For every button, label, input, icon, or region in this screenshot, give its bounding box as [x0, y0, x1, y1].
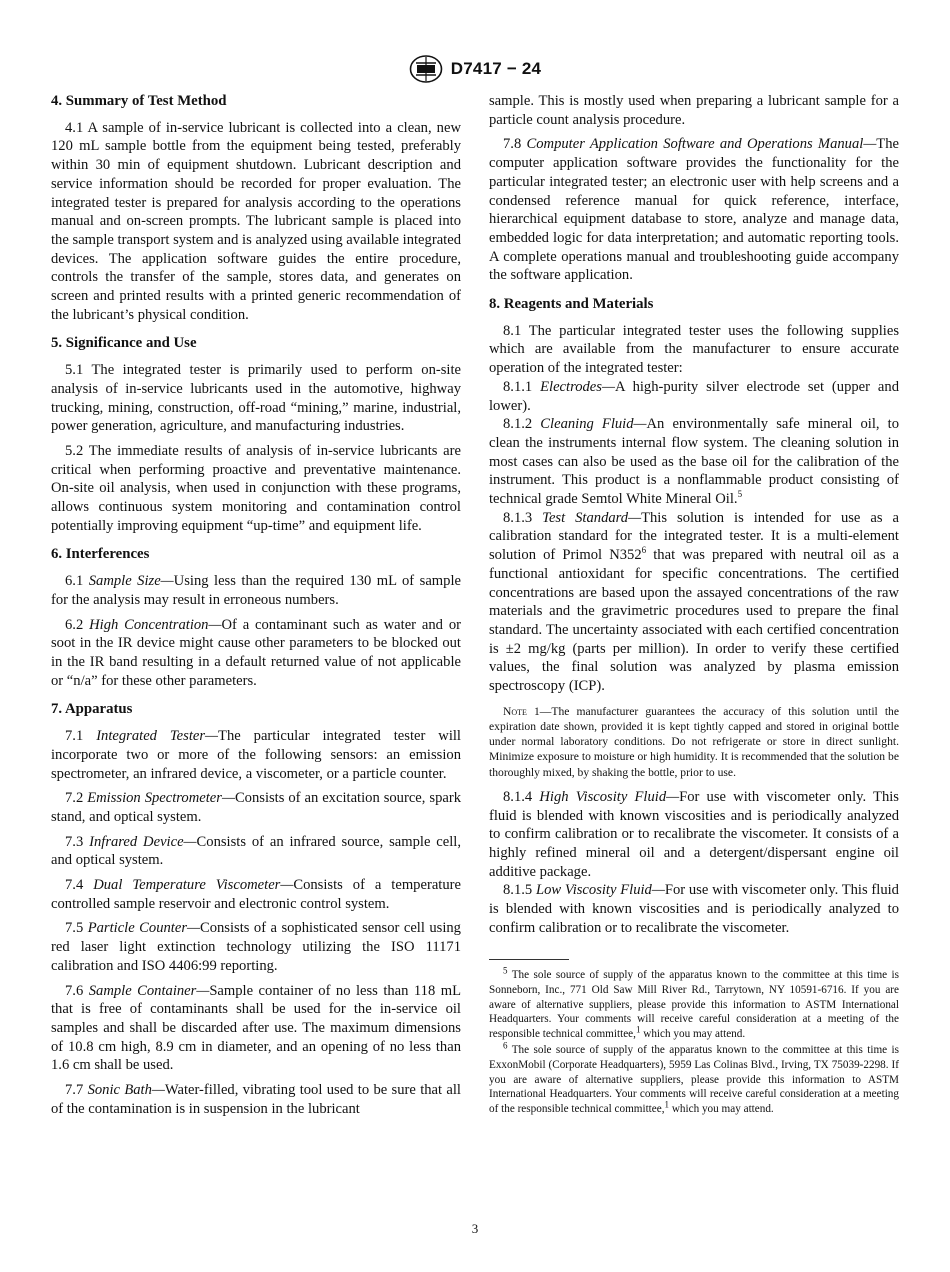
page-header — [0, 54, 950, 84]
note-1: Note 1—The manufacturer guarantees the accuracy of this solution until the expiration date shown, provided it is kept tightly capped and stored in original bottle under normal laboratory conditions. Do not refrigerate or store in direct sunlight. Minimize exposure to moisture or high humidity. It is recommended that the solution be thoroughly mixed, by shaking the bottle, prior to use. — [489, 704, 899, 779]
para-6-1: 6.1 Sample Size—Using less than the required 130 mL of sample for the analysis may result in erroneous numbers. — [51, 573, 461, 608]
para-7-7-continued: sample. This is mostly used when preparing a lubricant sample for a particle count analysis procedure. — [489, 93, 899, 128]
left-column — [51, 92, 461, 1118]
para-8-1-3: 8.1.3 Test Standard—This solution is intended for use as a calibration standard for the integrated tester. It is a multi-element solution of Primol $N352^6$ that was prepared with neutral oil as a functional antioxidant for specific concentrations. The certified concentrations are based upon the assayed concentrations of the raw materials and the gravimetric procedures used to prepare the final standard. The uncertainty associated with each certified concentration is ±2 mg/kg (parts per million). In order to verify these certified values, the final solution was analyzed by plasma emission spectroscopy (ICP). — [489, 509, 900, 695]
para-7-3: 7.3 Infrared Device—Consists of an infrared source, sample cell, and optical system. — [51, 833, 462, 869]
footnote-divider — [489, 959, 569, 960]
designation: D7417 − 24 — [450, 59, 542, 78]
para-7-6: 7.6 Sample Container—Sample container of no less than 118 mL that is free of contaminants shall be used for the in-service oil samples and shall be discarded after use. The maximum dimensions of 10.8 cm high, 8.9 cm in diameter, and an opening of no less than 1.6 cm shall be used. — [51, 982, 461, 1074]
section-6-heading: 6. Interferences — [51, 546, 150, 563]
para-7-1: 7.1 Integrated Tester—The particular integrated tester will incorporate two or more of the following sensors: an emission spectrometer, an infrared device, a viscometer, or a particle counter. — [51, 728, 461, 782]
para-5-2: 5.2 The immediate results of analysis of in-service lubricants are critical when performing proactive and preventative maintenance. On-site oil analysis, when used in conjunction with these programs, allows continuous system monitoring and contamination control potentially improving equipment “up-time” and equipment life. — [51, 442, 461, 534]
para-4-1: 4.1 A sample of in-service lubricant is collected into a clean, new 120 mL sample bottle from the equipment being tested, preferably within 30 min of equipment shutdown. Lubricant description and service information should be recorded for proper evaluation. The integrated tester is prepared for analysis according to the operations manual and on-screen prompts. The lubricant sample is placed into the sample transport system and is analyzed using available integrated devices. The application software guides the entire procedure, controls the transfer of the sample, stores data, and generates on screen and printed results with a printed generic recommendation of the lubricant’s physical condition. — [51, 119, 461, 323]
para-8-1-5: 8.1.5 Low Viscosity Fluid—For use with viscometer only. This fluid is blended with known viscosities and is periodically analyzed to confirm calibration or to recalibrate the viscometer. — [489, 882, 899, 936]
footnote-5: $^5$ The sole source of supply of the apparatus known to the committee at this time is Sonneborn, Inc., 771 Old Saw Mill River Rd., Tarrytown, NY 10591-6716. If you are aware of alternative suppliers, please provide this information to ASTM International Headquarters. Your comments will receive careful consideration at a meeting of the responsible technical committee,$^1$ which you may attend. — [489, 965, 899, 1040]
para-7-8: 7.8 Computer Application Software and Operations Manual—The computer application software provides the functionality for the particular integrated tester; an electronic user with help screens and a condensed reference manual for quick reference, interface, hierarchical equipment database to store, analyze and manage data, embedded logic for data interpretation; and automatic reporting tools. A complete operations manual and troubleshooting guide accompany the software application. — [489, 136, 899, 284]
para-7-7: 7.7 Sonic Bath—Water-filled, vibrating tool used to be sure that all of the contamination is in suspension in the lubricant — [51, 1082, 461, 1117]
section-8-heading: 8. Reagents and Materials — [489, 296, 654, 313]
para-8-1-1: 8.1.1 Electrodes—A high-purity silver electrode set (upper and lower). — [489, 378, 899, 414]
para-8-1-4: 8.1.4 High Viscosity Fluid—For use with viscometer only. This fluid is blended with known viscosities and is periodically analyzed to confirm calibration or to recalibrate the viscometer. It consists of a highly refined mineral oil and a detergent/dispersant engine oil additive package. — [489, 788, 899, 880]
para-6-2: 6.2 High Concentration—Of a contaminant such as water and or soot in the IR device might cause other parameters to be blocked out in the IR band resulting in a default returned value of not applicable or “n/a” for these other parameters. — [51, 616, 461, 689]
para-8-1-2: 8.1.2 Cleaning Fluid—An environmentally safe mineral oil, to clean the instruments internal flow system. The cleaning solution in most cases can also be used as the base oil for the calibration of the instrument. This product is a nonflammable product consisting of technical grade Semtol White Mineral Oil.$^5$ — [489, 416, 899, 508]
page-number: 3 — [471, 1221, 479, 1236]
astm-logo-icon — [409, 54, 443, 84]
para-8-1: 8.1 The particular integrated tester uses the following supplies which are available from the manufacturer to ensure accurate operation of the integrated tester: — [489, 322, 899, 377]
section-7-heading: 7. Apparatus — [51, 701, 133, 718]
para-7-4: 7.4 Dual Temperature Viscometer—Consists of a temperature controlled sample reservoir and electronic control system. — [51, 877, 461, 912]
right-column — [489, 92, 899, 1118]
footnote-6: $^6$ The sole source of supply of the apparatus known to the committee at this time is ExxonMobil (Corporate Headquarters), 5959 Las Colinas Blvd., Irving, TX 75039-2298. If you are aware of alternative suppliers, please provide this information to ASTM International Headquarters. Your comments will receive careful consideration at a meeting of the responsible technical committee,$^1$ which you may attend. — [489, 1040, 899, 1115]
section-4-heading: 4. Summary of Test Method — [51, 93, 227, 109]
para-7-2: 7.2 Emission Spectrometer—Consists of an excitation source, spark stand, and optical system. — [51, 790, 462, 825]
section-5-heading: 5. Significance and Use — [51, 335, 197, 352]
para-7-5: 7.5 Particle Counter—Consists of a sophisticated sensor cell using red laser light extinction technology utilizing the ISO 11171 calibration and ISO 4406:99 reporting. — [51, 920, 461, 974]
para-5-1: 5.1 The integrated tester is primarily used to perform on-site analysis of in-service lubricants used in the automotive, highway trucking, mining, construction, off-road “mining,” marine, industrial, power generation, agriculture, and manufacturing industries. — [51, 362, 461, 435]
